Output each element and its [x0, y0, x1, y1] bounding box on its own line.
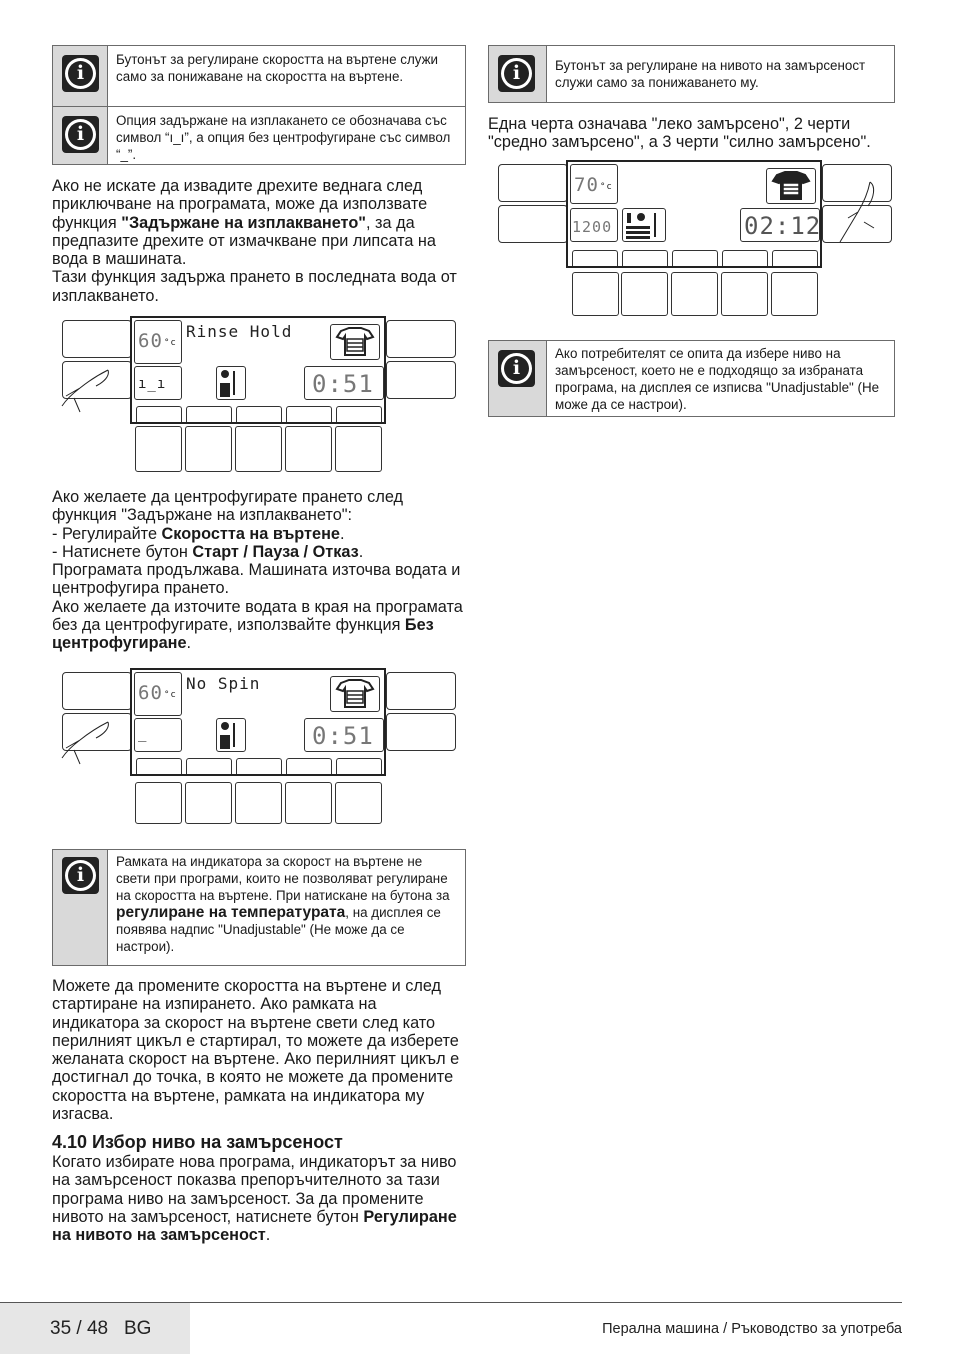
finger-pointer-icon [834, 178, 884, 248]
footer-title: Перална машина / Ръководство за употреба [602, 1321, 902, 1337]
section-heading: 4.10 Избор ниво на замърсеност [52, 1132, 343, 1152]
display-panel-rinse-hold [62, 316, 456, 476]
function-button-5[interactable] [771, 272, 818, 316]
function-button-4[interactable] [285, 782, 332, 824]
left-button-bottom[interactable] [498, 205, 568, 243]
paragraph-soil-bars: Една черта означава "леко замърсено", 2 черти "средно замърсено", а 3 черти "силно замърсено". [488, 115, 871, 152]
display-panel-soil-level [498, 160, 892, 320]
temperature-unit: °c [164, 690, 177, 700]
left-button-top[interactable] [498, 164, 568, 202]
function-button-4[interactable] [285, 426, 332, 472]
soil-level-icon [216, 366, 246, 400]
note-text: Опция задържане на изплакането се обозначава със символ “ı_ı”, а опция без центрофугиране със символ “_”. [116, 113, 451, 162]
lcd-screen [130, 668, 386, 776]
function-button-1[interactable] [572, 272, 619, 316]
info-icon: i [62, 55, 99, 92]
right-button-bottom[interactable] [386, 713, 456, 751]
function-button-1[interactable] [135, 426, 182, 472]
shirt-icon [330, 676, 380, 712]
info-note-unadjustable [488, 340, 895, 417]
note-row [53, 46, 465, 107]
note-text: Рамката на индикатора за скорост на въртене не свети при програми, които не позволяват регулиране на скоростта на въртене. При натискане на бутона за регулиране на температурата, на дисплея се появява надпис "Unadjustable" (Не може да се настрои). [116, 854, 450, 954]
note-text: Ако потребителят се опита да избере ниво на замърсеност, което не е подходящо за избраната програма, на дисплея се изписва "Unadjustable" (Не може да се настрои). [555, 346, 880, 412]
language-code: BG [123, 1318, 152, 1339]
function-button-1[interactable] [135, 782, 182, 824]
function-button-2[interactable] [185, 426, 232, 472]
function-button-3[interactable] [235, 782, 282, 824]
paragraph-rinse-hold: Ако не искате да извадите дрехите веднага след приключване на програмата, може да използвате функция "Задържане на изплакването", за да предпазите дрехите от измачкване при липсата на вода в машината. Тази функция задържа прането в последната вода от изплакването. [52, 177, 457, 305]
function-button-5[interactable] [335, 782, 382, 824]
shirt-icon [766, 168, 816, 204]
info-note-soil-button [488, 45, 895, 103]
lcd-screen [566, 160, 822, 268]
finger-pointer-icon [60, 366, 120, 416]
right-button-top[interactable] [386, 672, 456, 710]
function-button-5[interactable] [335, 426, 382, 472]
note-text: Бутонът за регулиране скоростта на въртене служи само за понижаване на скоростта на въртене. [116, 52, 439, 84]
temperature-unit: °c [164, 338, 177, 348]
time-value: 0:51 [312, 722, 374, 750]
info-icon: i [62, 116, 99, 153]
right-button-bottom[interactable] [386, 361, 456, 399]
time-value: 0:51 [312, 370, 374, 398]
function-button-3[interactable] [671, 272, 718, 316]
right-button-top[interactable] [386, 320, 456, 358]
info-icon: i [62, 857, 99, 894]
function-button-2[interactable] [185, 782, 232, 824]
function-button-2[interactable] [621, 272, 668, 316]
info-note-spin-indicator [52, 849, 466, 966]
option-symbol: ı_ı [138, 376, 167, 392]
display-panel-no-spin [62, 668, 456, 828]
left-button-top[interactable] [62, 320, 132, 358]
paragraph-change-spin: Можете да промените скоростта на въртене и след стартиране на изпирането. Ако рамката на индикатора за скорост на въртене свети след като перилният цикъл е стартирал, то можете да изберете желаната скорост на въртене. Ако перилният цикъл е достигнал до точка, в която не можете да промените скоростта на въртене, рамката на индикатора му изгасва. [52, 977, 460, 1124]
paragraph-spin-after-hold: Ако желаете да центрофугирате прането след функция "Задържане на изплакването": - Регулирайте Скоростта на въртене. - Натиснете бутон Старт / Пауза / Отказ. Програмата продължава. Машината източва водата и центрофугира прането. Ако желаете да източите водата в края на програмата без да центрофугирате, използвайте функция Без центрофугиране. [52, 488, 463, 653]
temperature-value: 60 [138, 330, 163, 352]
page-number: 35 / 48 BG [50, 1318, 152, 1339]
shirt-icon [330, 324, 380, 360]
temperature-value: 60 [138, 682, 163, 704]
finger-pointer-icon [60, 718, 120, 768]
function-button-4[interactable] [721, 272, 768, 316]
time-value: 02:12 [744, 212, 822, 240]
function-button-3[interactable] [235, 426, 282, 472]
temperature-value: 70 [574, 174, 599, 196]
note-text: Бутонът за регулиране на нивото на замърсеност служи само за понижаването му. [555, 58, 866, 90]
program-label: No Spin [186, 674, 261, 693]
lcd-screen [130, 316, 386, 424]
note-row [53, 107, 465, 164]
soil-level-icon [622, 208, 666, 242]
soil-level-icon [216, 718, 246, 752]
spin-speed-value: 1200 [572, 218, 613, 236]
info-icon: i [498, 55, 535, 92]
option-symbol: _ [138, 726, 148, 742]
program-label: Rinse Hold [186, 322, 293, 341]
info-icon: i [498, 350, 535, 387]
paragraph-soil-level: Когато избирате нова програма, индикаторът за ниво на замърсеност показва препоръчителното за тази програма ниво на замърсеност. За да промените нивото на замърсеност, натиснете бутон Регулиране на нивото на замърсеност. [52, 1153, 457, 1245]
left-button-top[interactable] [62, 672, 132, 710]
temperature-unit: °c [600, 182, 613, 192]
info-note-spin-and-rinse [52, 45, 466, 165]
